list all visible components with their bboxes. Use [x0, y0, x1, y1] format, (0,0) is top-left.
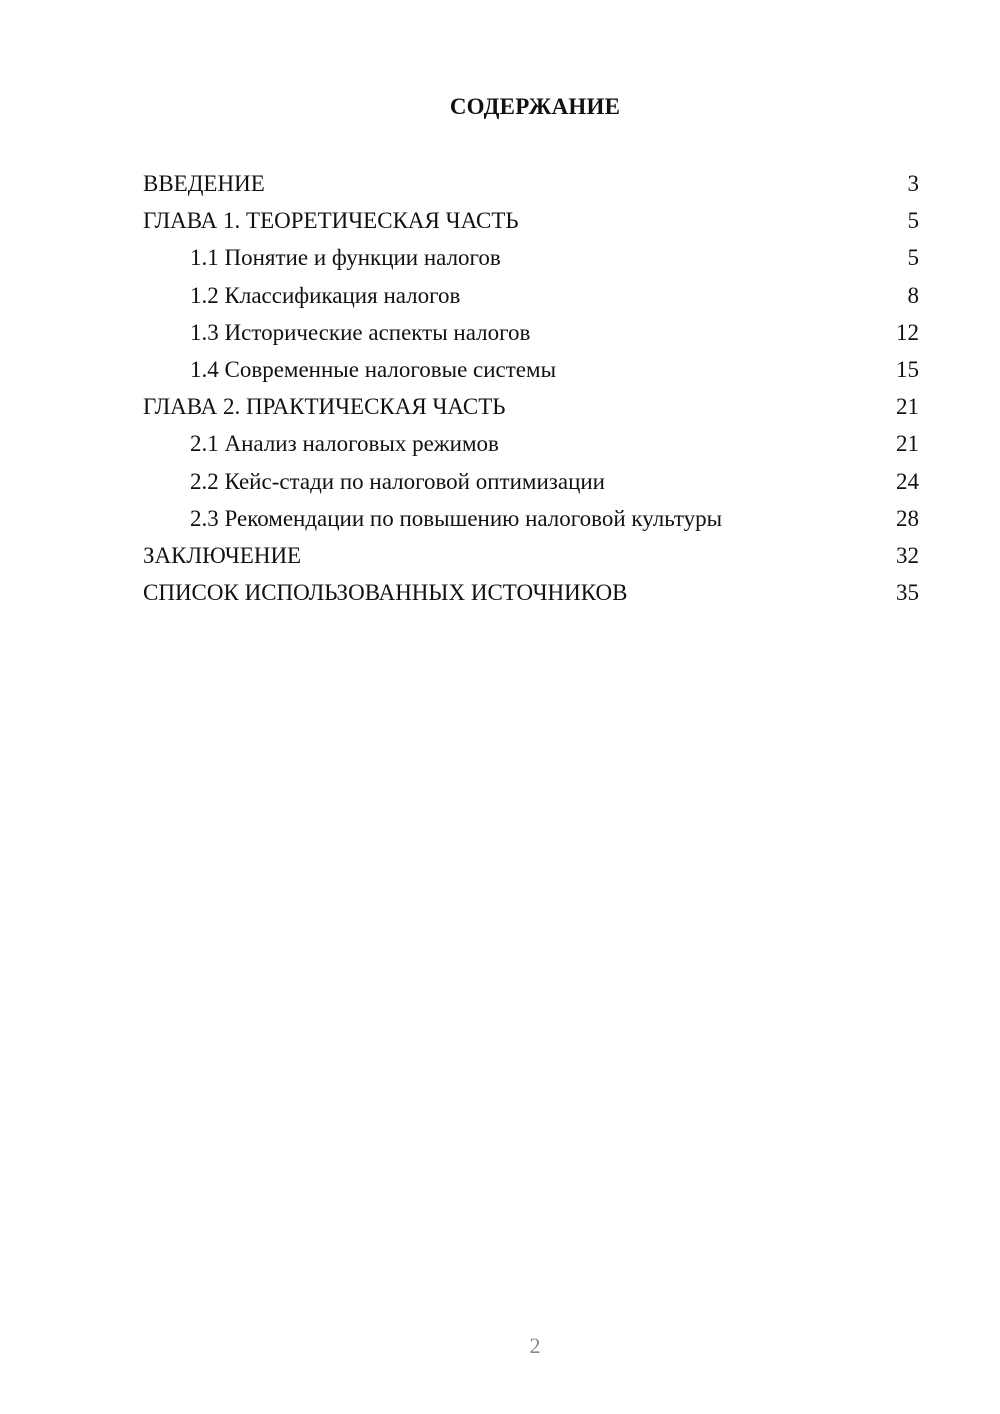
toc-entry-conclusion	[143, 541, 919, 578]
toc-entry-page: 24	[896, 468, 919, 494]
toc-entry-label: СПИСОК ИСПОЛЬЗОВАННЫХ ИСТОЧНИКОВ	[143, 580, 628, 606]
toc-entry-page: 32	[896, 542, 919, 568]
toc-entry-label: 2.3 Рекомендации по повышению налоговой культуры	[190, 505, 723, 531]
toc-entry-section-1-2	[143, 281, 919, 318]
toc-entry-section-1-1	[143, 243, 919, 280]
toc-entry-page: 12	[896, 319, 919, 345]
toc-entry-label: 1.2 Классификация налогов	[190, 282, 461, 308]
toc-entry-page: 21	[896, 394, 919, 420]
toc-entry-page: 5	[907, 208, 919, 234]
toc-entry-section-2-3	[143, 504, 919, 541]
toc-entry-label: 1.3 Исторические аспекты налогов	[190, 319, 531, 345]
toc-entry-label: 1.4 Современные налоговые системы	[190, 356, 557, 382]
toc-entry-introduction	[143, 169, 919, 206]
toc-entry-label: ВВЕДЕНИЕ	[143, 171, 265, 196]
page-number: 2	[529, 1333, 541, 1358]
toc-entry-section-2-2	[143, 467, 919, 504]
toc-entry-chapter-1	[143, 206, 919, 243]
toc-entry-section-2-1	[143, 429, 919, 466]
toc-entry-section-1-3	[143, 318, 919, 355]
toc-entry-section-1-4	[143, 355, 919, 392]
table-of-contents	[143, 169, 919, 615]
toc-entry-label: ГЛАВА 1. ТЕОРЕТИЧЕСКАЯ ЧАСТЬ	[143, 208, 519, 234]
toc-entry-page: 21	[896, 431, 919, 457]
toc-entry-page: 5	[907, 245, 919, 271]
toc-title: СОДЕРЖАНИЕ	[449, 94, 621, 119]
toc-entry-page: 15	[896, 356, 919, 382]
toc-entry-references	[143, 578, 919, 615]
toc-entry-label: ГЛАВА 2. ПРАКТИЧЕСКАЯ ЧАСТЬ	[143, 394, 506, 420]
toc-entry-label: 2.2 Кейс-стади по налоговой оптимизации	[190, 468, 605, 494]
toc-entry-page: 3	[907, 171, 919, 196]
toc-entry-label: ЗАКЛЮЧЕНИЕ	[143, 542, 302, 568]
toc-entry-label: 1.1 Понятие и функции налогов	[190, 245, 501, 271]
toc-entry-page: 8	[907, 282, 919, 308]
toc-entry-label: 2.1 Анализ налоговых режимов	[190, 431, 499, 457]
toc-entry-chapter-2	[143, 392, 919, 429]
toc-entry-page: 28	[896, 505, 919, 531]
toc-entry-page: 35	[896, 580, 919, 606]
